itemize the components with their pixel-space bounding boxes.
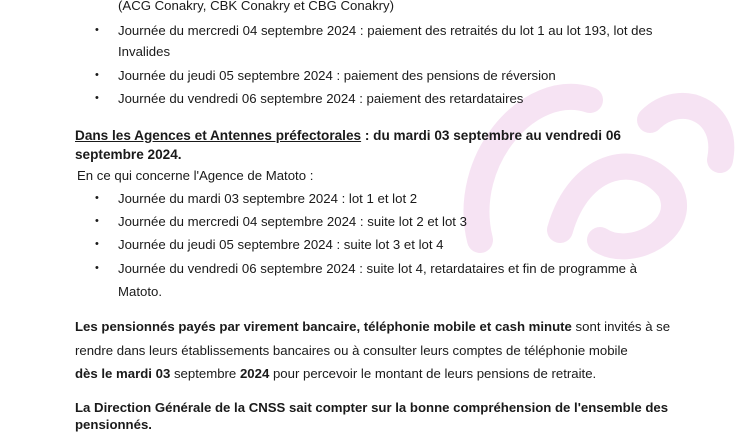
paragraph1-line1 (75, 318, 670, 335)
paragraph1-end: pour percevoir le montant de leurs pensions de retraite. (269, 366, 597, 381)
bullet-icon: • (95, 92, 99, 104)
section2-item-2: Journée du mercredi 04 septembre 2024 : suite lot 2 et lot 3 (118, 214, 467, 229)
paragraph1-mid: septembre (170, 366, 240, 381)
section2-item-1: Journée du mardi 03 septembre 2024 : lot 1 et lot 2 (118, 191, 418, 206)
paragraph1-bold-date: dès le mardi 03 (75, 366, 171, 381)
section2-intro: En ce qui concerne l'Agence de Matoto : (77, 168, 314, 183)
list1-item-2: Journée du jeudi 05 septembre 2024 : paiement des pensions de réversion (118, 68, 556, 83)
partial-top-line: (ACG Conakry, CBK Conakry et CBG Conakry) (118, 0, 395, 13)
section2-heading-rest: : du mardi 03 septembre au vendredi 06 (361, 128, 621, 143)
list1-item-3: Journée du vendredi 06 septembre 2024 : paiement des retardataires (118, 91, 524, 106)
bullet-icon: • (95, 192, 99, 204)
bullet-icon: • (95, 215, 99, 227)
paragraph1-line2: rendre dans leurs établissements bancaires ou à consulter leurs comptes de téléphonie mobile (75, 343, 628, 358)
section2-heading-line2: septembre 2024. (75, 147, 182, 162)
paragraph1-rest: sont invités à se (571, 319, 671, 334)
section2-heading-underlined: Dans les Agences et Antennes préfectorales (75, 128, 362, 143)
section2-heading (75, 127, 621, 144)
section2-item-4-line1: Journée du vendredi 06 septembre 2024 : suite lot 4, retardataires et fin de programme à (118, 261, 638, 276)
section2-item-3: Journée du jeudi 05 septembre 2024 : suite lot 3 et lot 4 (118, 237, 444, 252)
paragraph1-bold-start: Les pensionnés payés par virement bancaire, téléphonie mobile et cash minute (75, 319, 572, 334)
paragraph1-bold-year: 2024 (239, 366, 270, 381)
list1-item-1-line2: Invalides (118, 44, 171, 59)
bullet-icon: • (95, 238, 99, 250)
paragraph1-line3 (75, 365, 596, 382)
paragraph2-line2: pensionnés. (75, 417, 152, 432)
paragraph2-line1: La Direction Générale de la CNSS sait compter sur la bonne compréhension de l'ensemble des (75, 400, 669, 415)
list1-item-1-line1: Journée du mercredi 04 septembre 2024 : paiement des retraités du lot 1 au lot 193, lot des (118, 23, 653, 38)
section2-item-4-line2: Matoto. (118, 284, 162, 299)
bullet-icon: • (95, 24, 99, 36)
bullet-icon: • (95, 69, 99, 81)
bullet-icon: • (95, 262, 99, 274)
